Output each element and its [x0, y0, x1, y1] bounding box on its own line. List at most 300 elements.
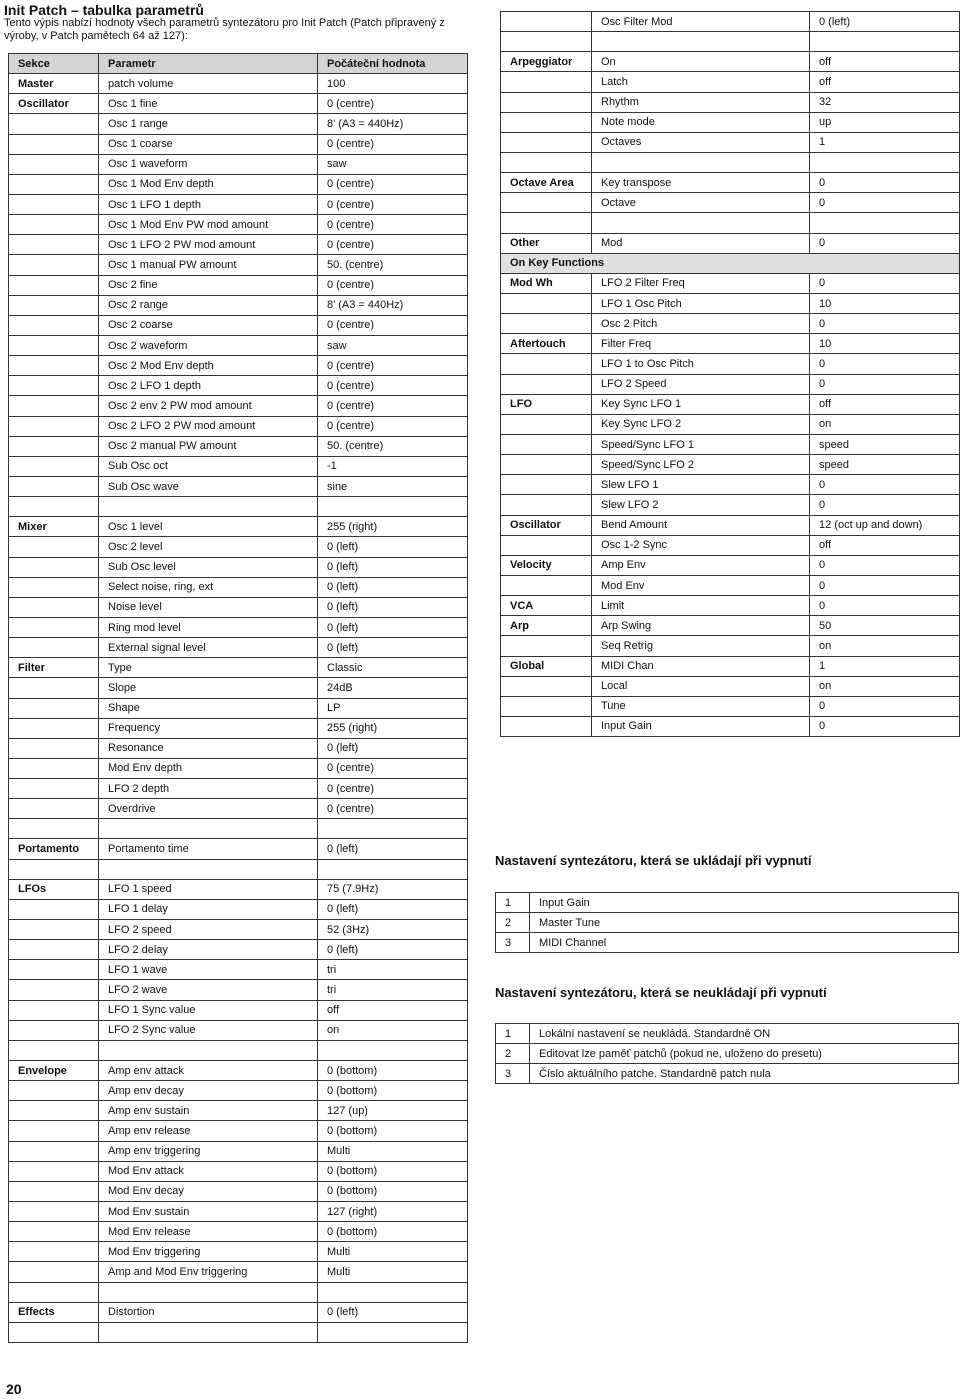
- value-cell: 1: [810, 656, 960, 676]
- section-cell: [501, 213, 592, 233]
- table-row: [9, 456, 468, 476]
- parameter-cell: [99, 859, 318, 879]
- table-row: [501, 112, 960, 132]
- parameter-cell: Input Gain: [592, 716, 810, 736]
- value-cell: [810, 152, 960, 172]
- band-cell: On Key Functions: [501, 253, 960, 273]
- init-patch-table: [8, 53, 468, 1343]
- value-cell: 0 (left): [810, 12, 960, 32]
- parameter-cell: Osc 1 level: [99, 517, 318, 537]
- value-cell: 0 (centre): [318, 416, 468, 436]
- item-number: 2: [496, 1044, 530, 1064]
- table-row: [9, 295, 468, 315]
- table-row: [9, 1161, 468, 1181]
- parameter-cell: Latch: [592, 72, 810, 92]
- value-cell: 0 (centre): [318, 376, 468, 396]
- value-cell: 0 (centre): [318, 94, 468, 114]
- parameter-cell: Rhythm: [592, 92, 810, 112]
- table-row: [501, 52, 960, 72]
- table-row: [501, 696, 960, 716]
- parameter-cell: LFO 1 speed: [99, 879, 318, 899]
- section-cell: [9, 335, 99, 355]
- parameter-cell: Key Sync LFO 1: [592, 394, 810, 414]
- section-cell: [9, 1202, 99, 1222]
- table-row: [501, 434, 960, 454]
- parameter-cell: Overdrive: [99, 799, 318, 819]
- section-cell: Portamento: [9, 839, 99, 859]
- table-row: [501, 92, 960, 112]
- parameter-cell: Osc 2 coarse: [99, 315, 318, 335]
- table-row: [9, 235, 468, 255]
- section-cell: [9, 255, 99, 275]
- parameter-cell: Sub Osc oct: [99, 456, 318, 476]
- section-cell: [9, 577, 99, 597]
- section-cell: [9, 1000, 99, 1020]
- parameter-cell: Speed/Sync LFO 1: [592, 434, 810, 454]
- table-row: [9, 1282, 468, 1302]
- table-row: [9, 517, 468, 537]
- value-cell: Multi: [318, 1262, 468, 1282]
- value-cell: off: [810, 72, 960, 92]
- parameter-cell: [99, 1322, 318, 1342]
- parameter-cell: Mod: [592, 233, 810, 253]
- item-number: 2: [496, 913, 530, 933]
- table-header-row: [9, 54, 468, 74]
- table-row: [501, 455, 960, 475]
- value-cell: 0 (left): [318, 899, 468, 919]
- parameter-cell: Osc 1 LFO 1 depth: [99, 194, 318, 214]
- header-value: Počáteční hodnota: [318, 54, 468, 74]
- value-cell: 0: [810, 173, 960, 193]
- section-cell: [9, 194, 99, 214]
- section-cell: [9, 819, 99, 839]
- section-cell: [9, 537, 99, 557]
- section-cell: [9, 215, 99, 235]
- value-cell: on: [810, 636, 960, 656]
- value-cell: off: [810, 535, 960, 555]
- value-cell: Classic: [318, 658, 468, 678]
- section-cell: [9, 617, 99, 637]
- header-parameter: Parametr: [99, 54, 318, 74]
- parameter-cell: Type: [99, 658, 318, 678]
- value-cell: tri: [318, 980, 468, 1000]
- table-row: [9, 436, 468, 456]
- parameter-cell: Amp env decay: [99, 1081, 318, 1101]
- value-cell: 1: [810, 132, 960, 152]
- section-cell: [501, 374, 592, 394]
- table-row: [9, 396, 468, 416]
- table-row: [9, 114, 468, 134]
- section-cell: [501, 716, 592, 736]
- list-item: [496, 1044, 959, 1064]
- section-cell: Effects: [9, 1302, 99, 1322]
- parameter-cell: MIDI Chan: [592, 656, 810, 676]
- table-row: [501, 596, 960, 616]
- table-row: [9, 537, 468, 557]
- section-cell: Filter: [9, 658, 99, 678]
- value-cell: 10: [810, 293, 960, 313]
- value-cell: on: [318, 1020, 468, 1040]
- parameter-cell: LFO 1 delay: [99, 899, 318, 919]
- section-cell: [501, 495, 592, 515]
- parameter-cell: Note mode: [592, 112, 810, 132]
- value-cell: 0 (left): [318, 597, 468, 617]
- parameter-cell: [99, 1040, 318, 1060]
- table-row: [501, 152, 960, 172]
- section-cell: LFO: [501, 394, 592, 414]
- table-row: [9, 738, 468, 758]
- section-cell: [9, 1101, 99, 1121]
- parameter-cell: Mod Env sustain: [99, 1202, 318, 1222]
- section-cell: Octave Area: [501, 173, 592, 193]
- parameter-cell: [99, 1282, 318, 1302]
- item-text: Master Tune: [530, 913, 959, 933]
- value-cell: 127 (up): [318, 1101, 468, 1121]
- parameter-cell: Seq Retrig: [592, 636, 810, 656]
- table-row: [501, 535, 960, 555]
- item-number: 3: [496, 933, 530, 953]
- value-cell: 0 (centre): [318, 758, 468, 778]
- section-cell: [501, 434, 592, 454]
- table-row: [9, 74, 468, 94]
- list-item: [496, 913, 959, 933]
- parameter-cell: Osc 2 env 2 PW mod amount: [99, 396, 318, 416]
- table-row: [9, 638, 468, 658]
- section-cell: Oscillator: [9, 94, 99, 114]
- parameter-cell: Sub Osc level: [99, 557, 318, 577]
- value-cell: off: [810, 394, 960, 414]
- section-cell: [9, 980, 99, 1000]
- section-cell: [9, 960, 99, 980]
- parameter-cell: Mod Env depth: [99, 758, 318, 778]
- table-row: [9, 1101, 468, 1121]
- value-cell: saw: [318, 335, 468, 355]
- value-cell: 50. (centre): [318, 436, 468, 456]
- value-cell: [318, 819, 468, 839]
- item-number: 3: [496, 1064, 530, 1084]
- table-row: [9, 1202, 468, 1222]
- table-row: [501, 334, 960, 354]
- table-row: [501, 676, 960, 696]
- table-row: [9, 174, 468, 194]
- value-cell: 0: [810, 314, 960, 334]
- table-row: [9, 839, 468, 859]
- value-cell: -1: [318, 456, 468, 476]
- section-cell: [9, 1282, 99, 1302]
- table-row: [9, 1242, 468, 1262]
- value-cell: 0: [810, 193, 960, 213]
- value-cell: 12 (oct up and down): [810, 515, 960, 535]
- parameter-cell: Osc 1 manual PW amount: [99, 255, 318, 275]
- section-cell: [9, 1040, 99, 1060]
- section-cell: Arpeggiator: [501, 52, 592, 72]
- parameter-cell: Amp and Mod Env triggering: [99, 1262, 318, 1282]
- table-row: [9, 718, 468, 738]
- value-cell: 0 (bottom): [318, 1081, 468, 1101]
- value-cell: [318, 1282, 468, 1302]
- value-cell: 0 (centre): [318, 275, 468, 295]
- item-text: Editovat lze paměť patchů (pokud ne, uloženo do presetu): [530, 1044, 959, 1064]
- section-cell: [9, 1161, 99, 1181]
- parameter-cell: Osc 1-2 Sync: [592, 535, 810, 555]
- table-row: [9, 698, 468, 718]
- value-cell: Multi: [318, 1141, 468, 1161]
- section-cell: Envelope: [9, 1061, 99, 1081]
- value-cell: 0: [810, 475, 960, 495]
- table-row: [501, 314, 960, 334]
- parameter-cell: Osc 2 waveform: [99, 335, 318, 355]
- list-item: [496, 1024, 959, 1044]
- table-row: [9, 1020, 468, 1040]
- parameter-cell: Distortion: [99, 1302, 318, 1322]
- parameter-cell: LFO 1 to Osc Pitch: [592, 354, 810, 374]
- table-row: [9, 658, 468, 678]
- parameter-cell: LFO 1 wave: [99, 960, 318, 980]
- table-row: [9, 275, 468, 295]
- parameter-cell: Shape: [99, 698, 318, 718]
- section-cell: Master: [9, 74, 99, 94]
- parameter-cell: Osc 2 fine: [99, 275, 318, 295]
- section-cell: [9, 1242, 99, 1262]
- table-row: [9, 577, 468, 597]
- table-row: [9, 940, 468, 960]
- value-cell: saw: [318, 154, 468, 174]
- value-cell: [810, 213, 960, 233]
- parameter-cell: Slope: [99, 678, 318, 698]
- table-row: [501, 394, 960, 414]
- table-row: [501, 515, 960, 535]
- value-cell: speed: [810, 455, 960, 475]
- value-cell: 0 (left): [318, 557, 468, 577]
- parameter-cell: Amp env attack: [99, 1061, 318, 1081]
- table-row: [9, 597, 468, 617]
- parameter-cell: [99, 819, 318, 839]
- parameter-cell: Osc 2 level: [99, 537, 318, 557]
- section-cell: Other: [501, 233, 592, 253]
- parameter-cell: [592, 152, 810, 172]
- parameter-cell: Filter Freq: [592, 334, 810, 354]
- table-row: [9, 1222, 468, 1242]
- value-cell: 0 (centre): [318, 356, 468, 376]
- parameter-cell: [99, 497, 318, 517]
- parameter-cell: Amp env release: [99, 1121, 318, 1141]
- section-cell: [501, 92, 592, 112]
- parameter-cell: LFO 1 Sync value: [99, 1000, 318, 1020]
- value-cell: 50: [810, 616, 960, 636]
- value-cell: [318, 1040, 468, 1060]
- table-row: [9, 960, 468, 980]
- value-cell: 0: [810, 555, 960, 575]
- section-cell: Mixer: [9, 517, 99, 537]
- item-text: Input Gain: [530, 893, 959, 913]
- value-cell: off: [810, 52, 960, 72]
- table-row: [9, 1141, 468, 1161]
- table-row: [9, 859, 468, 879]
- parameter-cell: LFO 1 Osc Pitch: [592, 293, 810, 313]
- value-cell: 0 (left): [318, 839, 468, 859]
- section-cell: [9, 1322, 99, 1342]
- parameter-cell: LFO 2 Sync value: [99, 1020, 318, 1040]
- value-cell: [318, 497, 468, 517]
- section-cell: [9, 396, 99, 416]
- parameter-cell: Noise level: [99, 597, 318, 617]
- section-cell: [9, 134, 99, 154]
- section-cell: [501, 132, 592, 152]
- section-cell: [501, 314, 592, 334]
- parameter-cell: Osc 2 range: [99, 295, 318, 315]
- value-cell: on: [810, 414, 960, 434]
- value-cell: 0 (bottom): [318, 1061, 468, 1081]
- value-cell: 0 (centre): [318, 396, 468, 416]
- parameter-cell: Slew LFO 1: [592, 475, 810, 495]
- table-row: [9, 255, 468, 275]
- section-cell: [9, 859, 99, 879]
- section-cell: [9, 678, 99, 698]
- parameter-cell: Osc 1 range: [99, 114, 318, 134]
- section-cell: [9, 1081, 99, 1101]
- table-row: [501, 656, 960, 676]
- value-cell: up: [810, 112, 960, 132]
- parameter-cell: Mod Env release: [99, 1222, 318, 1242]
- table-row: [501, 193, 960, 213]
- table-row: [501, 495, 960, 515]
- table-row: [9, 376, 468, 396]
- value-cell: 0: [810, 575, 960, 595]
- section-cell: [9, 1141, 99, 1161]
- section-cell: [9, 476, 99, 496]
- table-row: [501, 12, 960, 32]
- parameter-cell: Speed/Sync LFO 2: [592, 455, 810, 475]
- table-row: [9, 1181, 468, 1201]
- item-text: Číslo aktuálního patche. Standardně patch nula: [530, 1064, 959, 1084]
- list-item: [496, 893, 959, 913]
- parameter-cell: Mod Env triggering: [99, 1242, 318, 1262]
- value-cell: 0 (centre): [318, 799, 468, 819]
- value-cell: 127 (right): [318, 1202, 468, 1222]
- parameter-cell: LFO 2 wave: [99, 980, 318, 1000]
- value-cell: 0 (centre): [318, 134, 468, 154]
- parameter-cell: LFO 2 delay: [99, 940, 318, 960]
- table-row: [9, 1061, 468, 1081]
- value-cell: 0 (centre): [318, 779, 468, 799]
- section-cell: [501, 193, 592, 213]
- section-cell: Oscillator: [501, 515, 592, 535]
- table-row: [9, 94, 468, 114]
- section-cell: [9, 456, 99, 476]
- table-row: [9, 134, 468, 154]
- table-row: [501, 354, 960, 374]
- parameter-cell: Osc 1 fine: [99, 94, 318, 114]
- section-cell: [501, 636, 592, 656]
- parameter-cell: LFO 2 depth: [99, 779, 318, 799]
- page-title: Init Patch – tabulka parametrů: [4, 2, 204, 18]
- table-row: [501, 636, 960, 656]
- section-cell: [9, 1121, 99, 1141]
- table-row: [501, 616, 960, 636]
- parameter-cell: Octaves: [592, 132, 810, 152]
- section-cell: [9, 799, 99, 819]
- section-cell: [9, 275, 99, 295]
- table-row: [501, 273, 960, 293]
- table-row: [9, 678, 468, 698]
- parameter-cell: Osc 2 Pitch: [592, 314, 810, 334]
- section-cell: [9, 738, 99, 758]
- item-number: 1: [496, 1024, 530, 1044]
- section-cell: [9, 376, 99, 396]
- list-item: [496, 933, 959, 953]
- value-cell: 0 (centre): [318, 235, 468, 255]
- section-cell: [9, 154, 99, 174]
- parameter-cell: Osc 1 waveform: [99, 154, 318, 174]
- section-cell: [501, 575, 592, 595]
- section-cell: Mod Wh: [501, 273, 592, 293]
- table-row: [9, 1081, 468, 1101]
- value-cell: 0 (centre): [318, 215, 468, 235]
- value-cell: 0 (left): [318, 638, 468, 658]
- value-cell: off: [318, 1000, 468, 1020]
- section-cell: [501, 152, 592, 172]
- value-cell: 0: [810, 696, 960, 716]
- table-row: [501, 374, 960, 394]
- section-cell: Aftertouch: [501, 334, 592, 354]
- value-cell: 0: [810, 273, 960, 293]
- value-cell: 0 (left): [318, 617, 468, 637]
- value-cell: on: [810, 676, 960, 696]
- parameter-cell: Arp Swing: [592, 616, 810, 636]
- parameter-cell: On: [592, 52, 810, 72]
- table-row: [9, 1302, 468, 1322]
- parameter-cell: Mod Env: [592, 575, 810, 595]
- table-row: [9, 1000, 468, 1020]
- table-row: [9, 194, 468, 214]
- table-row: [9, 1121, 468, 1141]
- parameter-cell: Amp Env: [592, 555, 810, 575]
- parameter-cell: Bend Amount: [592, 515, 810, 535]
- value-cell: 255 (right): [318, 718, 468, 738]
- table-row: [501, 132, 960, 152]
- section-cell: [501, 354, 592, 374]
- section-cell: Arp: [501, 616, 592, 636]
- section-cell: [9, 174, 99, 194]
- table-row: [9, 899, 468, 919]
- parameter-cell: Local: [592, 676, 810, 696]
- section-cell: [501, 112, 592, 132]
- section-cell: [9, 1222, 99, 1242]
- value-cell: 8’ (A3 = 440Hz): [318, 114, 468, 134]
- value-cell: 75 (7.9Hz): [318, 879, 468, 899]
- parameter-cell: Sub Osc wave: [99, 476, 318, 496]
- table-row: [9, 476, 468, 496]
- value-cell: 0 (bottom): [318, 1222, 468, 1242]
- section-cell: [9, 295, 99, 315]
- unsaved-settings-table: [495, 1023, 959, 1084]
- parameter-cell: LFO 2 Filter Freq: [592, 273, 810, 293]
- table-row: [9, 335, 468, 355]
- page-number: 20: [6, 1381, 22, 1397]
- parameter-cell: Osc 1 Mod Env depth: [99, 174, 318, 194]
- section-cell: [9, 779, 99, 799]
- table-row: [9, 819, 468, 839]
- section-cell: LFOs: [9, 879, 99, 899]
- parameter-cell: External signal level: [99, 638, 318, 658]
- parameter-cell: LFO 2 Speed: [592, 374, 810, 394]
- table-row: [501, 716, 960, 736]
- value-cell: 0 (left): [318, 940, 468, 960]
- value-cell: 8’ (A3 = 440Hz): [318, 295, 468, 315]
- table-row: [9, 758, 468, 778]
- section-cell: [501, 475, 592, 495]
- value-cell: [318, 1322, 468, 1342]
